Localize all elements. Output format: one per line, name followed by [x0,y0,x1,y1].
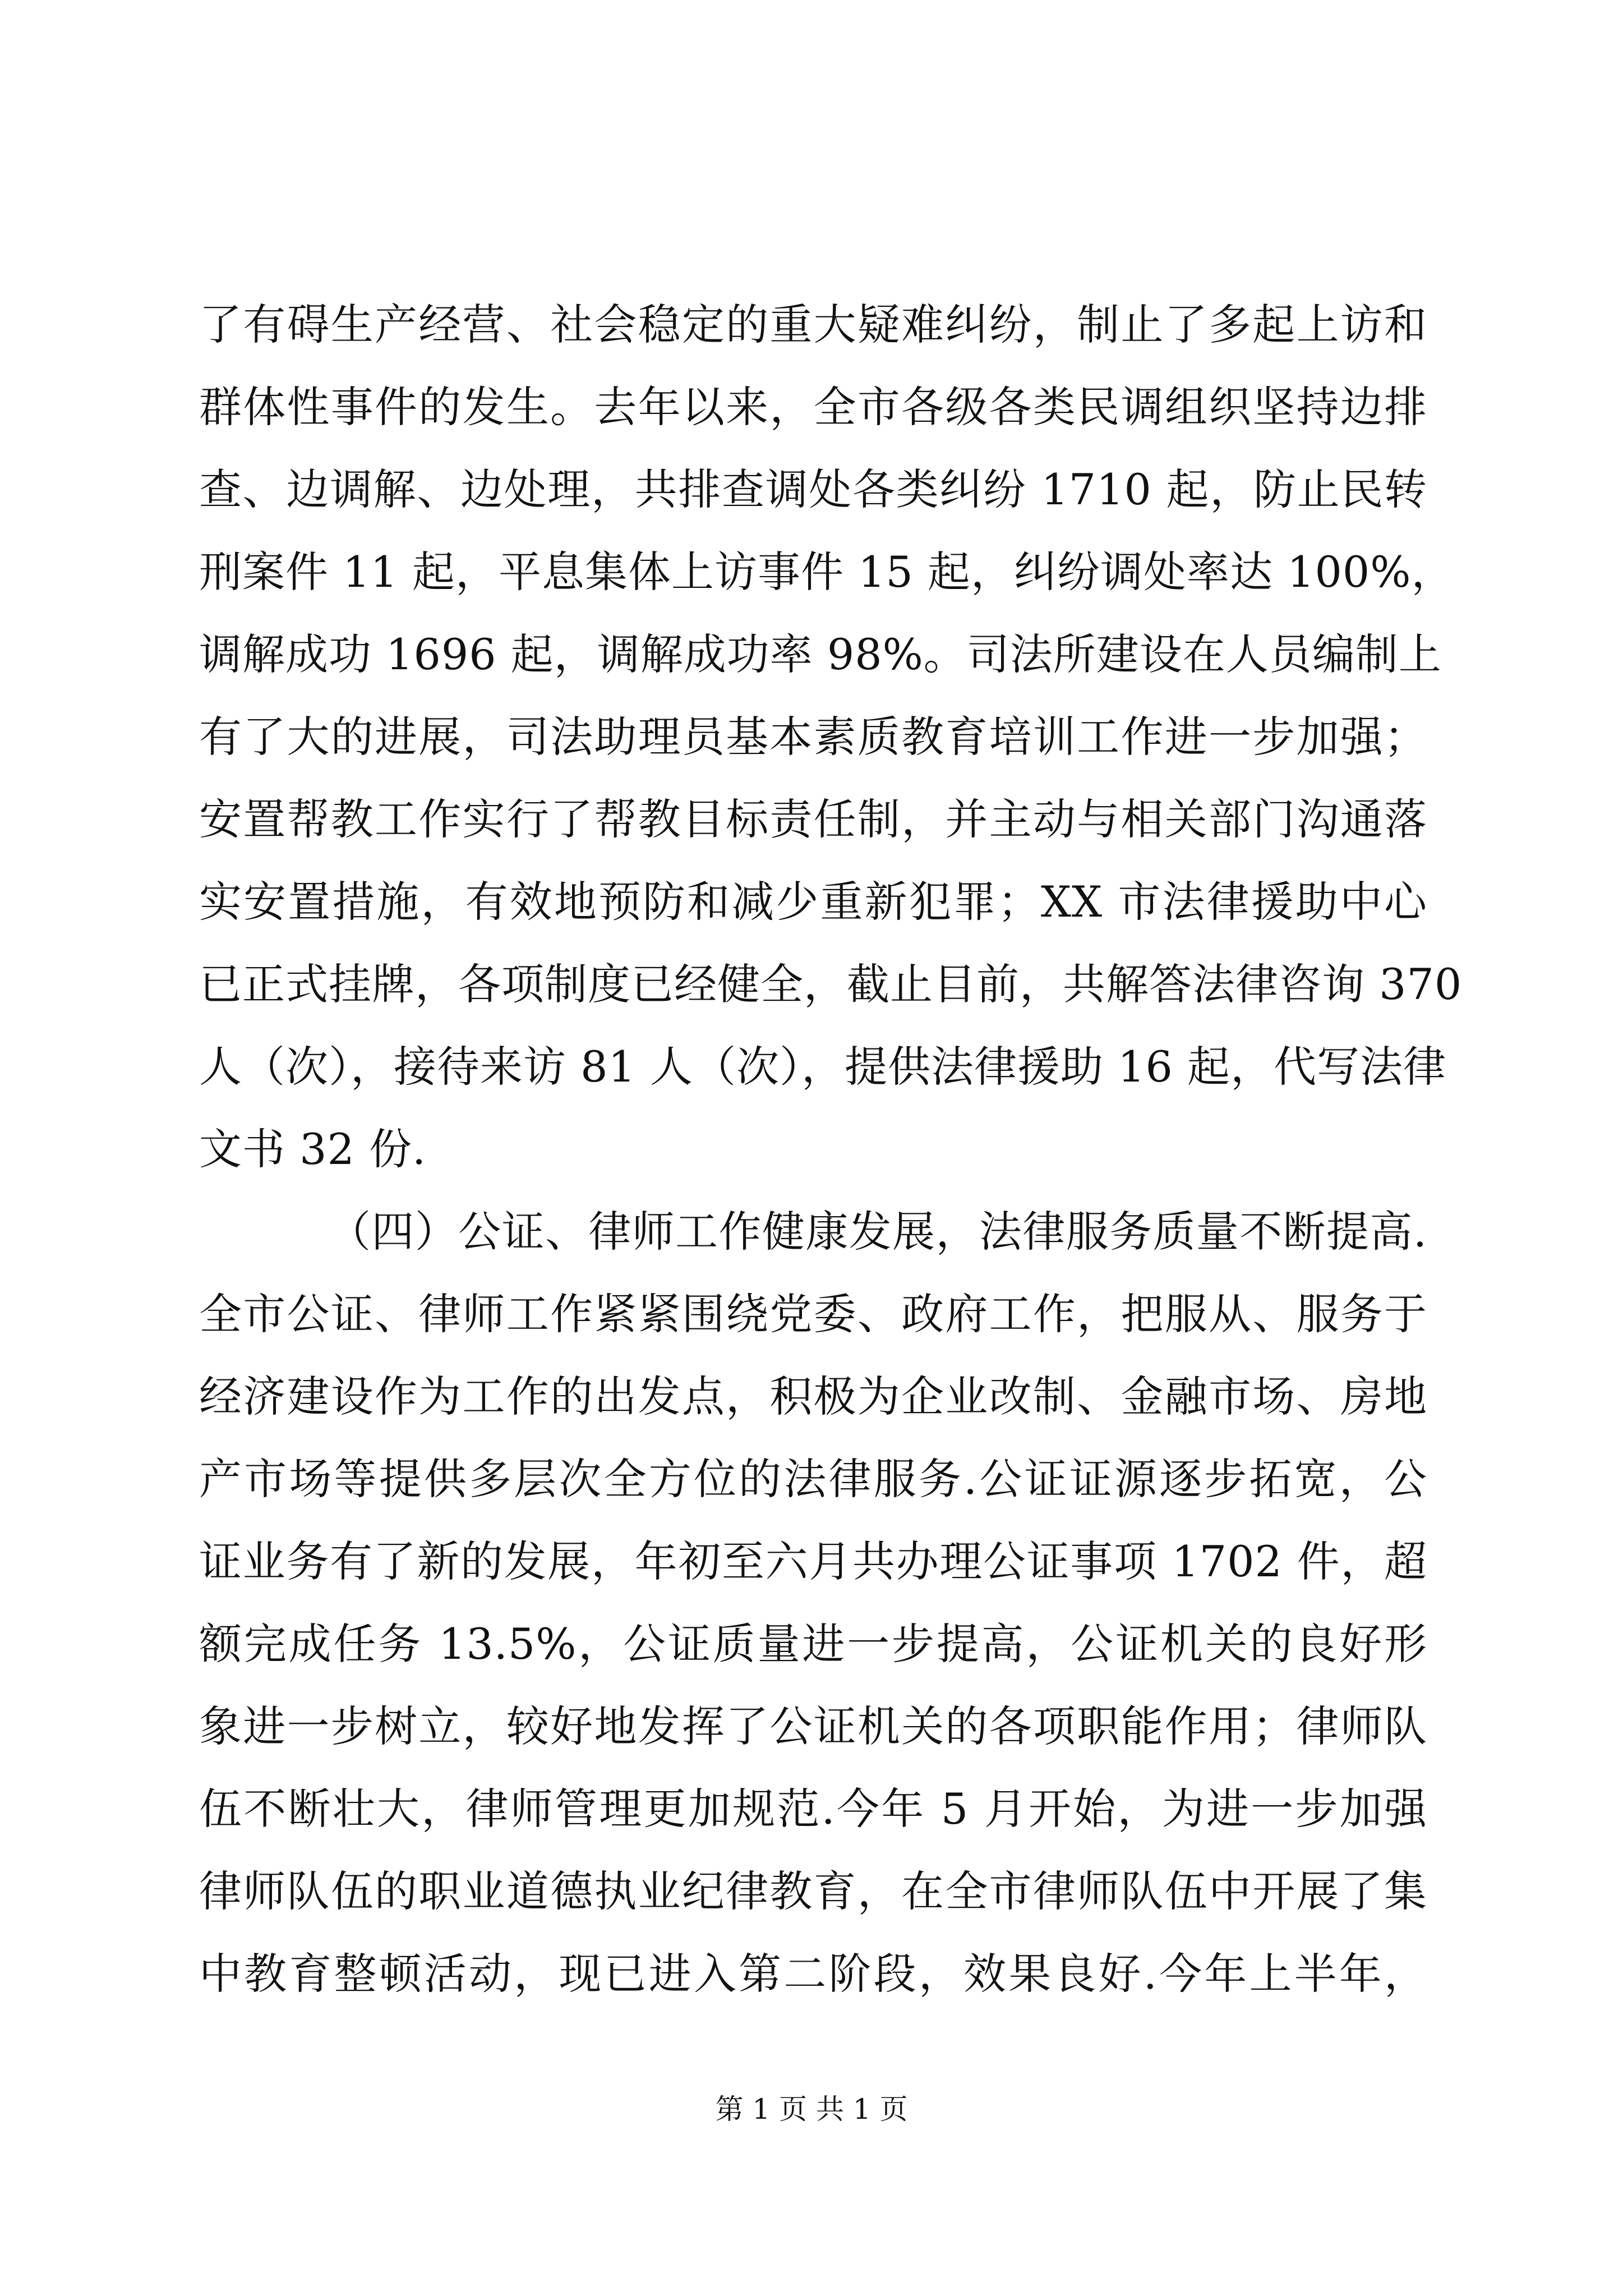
text-line: 人（次），接待来访 81 人（次），提供法律援助 16 起，代写法律 [199,1042,1447,1092]
text-line: 了有碍生产经营、社会稳定的重大疑难纠纷，制止了多起上访和 [199,300,1427,349]
text-line: 额完成任务 13.5%，公证质量进一步提高，公证机关的良好形 [199,1619,1427,1669]
text-line: 群体性事件的发生。去年以来，全市各级各类民调组织坚持边排 [199,382,1427,432]
text-line: 律师队伍的职业道德执业纪律教育，在全市律师队伍中开展了集 [199,1866,1427,1916]
text-line: 调解成功 1696 起，调解成功率 98%。司法所建设在人员编制上 [199,629,1442,679]
text-line: 象进一步树立，较好地发挥了公证机关的各项职能作用；律师队 [199,1701,1427,1751]
text-line: 实安置措施，有效地预防和减少重新犯罪；XX 市法律援助中心 [199,877,1427,927]
text-line: 全市公证、律师工作紧紧围绕党委、政府工作，把服从、服务于 [199,1289,1427,1339]
text-line: 经济建设作为工作的出发点，积极为企业改制、金融市场、房地 [199,1372,1427,1421]
page-number-label: 第 1 页 共 1 页 [715,2093,908,2125]
body-text [199,283,1463,2015]
text-line: 刑案件 11 起，平息集体上访事件 15 起，纠纷调处率达 100%， [199,547,1455,597]
text-line: 伍不断壮大，律师管理更加规范.今年 5 月开始，为进一步加强 [199,1784,1427,1834]
text-line: 已正式挂牌，各项制度已经健全，截止目前，共解答法律咨询 370 [199,959,1463,1009]
text-line: 有了大的进展，司法助理员基本素质教育培训工作进一步加强； [199,712,1427,762]
text-line: 文书 32 份. [199,1124,427,1174]
text-line: 查、边调解、边处理，共排查调处各类纠纷 1710 起，防止民转 [199,464,1427,514]
text-line: 安置帮教工作实行了帮教目标责任制，并主动与相关部门沟通落 [199,794,1427,844]
page-footer [0,2090,1623,2129]
text-line: 证业务有了新的发展，年初至六月共办理公证事项 1702 件，超 [199,1536,1427,1586]
text-line: 产市场等提供多层次全方位的法律服务.公证证源逐步拓宽，公 [199,1454,1427,1504]
text-line: 中教育整顿活动，现已进入第二阶段，效果良好.今年上半年， [199,1949,1427,1999]
section-heading-line: （四）公证、律师工作健康发展，法律服务质量不断提高. [328,1207,1427,1257]
